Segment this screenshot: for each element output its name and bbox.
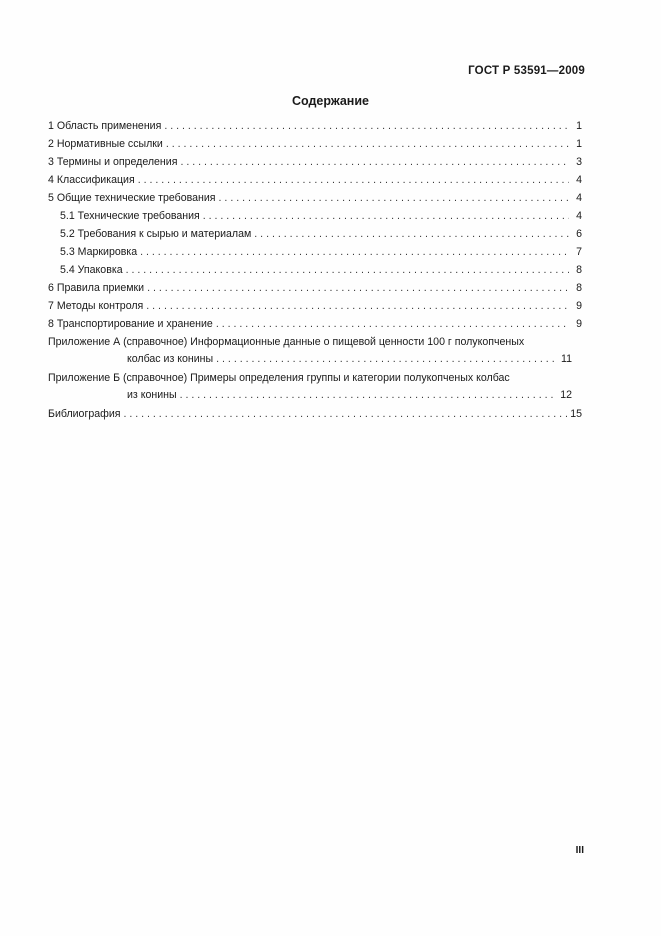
toc-entry-label: 5.1 Технические требования <box>60 210 200 222</box>
dot-leader <box>166 138 569 150</box>
toc-entry-label: 5.4 Упаковка <box>60 264 123 276</box>
toc-appendix-title-cont: колбас из конины <box>127 353 214 365</box>
toc-entry-7[interactable] <box>48 300 582 318</box>
toc-title: Содержание <box>291 94 369 108</box>
toc-entry-page: 9 <box>576 300 582 312</box>
toc-entry-bibliography[interactable] <box>48 408 582 426</box>
toc-entry-label: 7 Методы контроля <box>48 300 144 312</box>
dot-leader <box>123 408 567 420</box>
toc-entry-5-4[interactable] <box>48 264 582 282</box>
toc-entry-5[interactable] <box>48 192 582 210</box>
dot-leader <box>216 318 569 330</box>
dot-leader <box>180 389 558 401</box>
toc-entry-page: 11 <box>561 353 572 365</box>
toc-entry-5-3[interactable] <box>48 246 582 264</box>
page-number: III <box>575 845 584 856</box>
toc-appendix-title-cont: из конины <box>127 389 177 401</box>
toc-entry-label: Библиография <box>48 408 121 420</box>
toc-entry-3[interactable] <box>48 156 582 174</box>
toc-entry-page: 1 <box>576 138 582 150</box>
toc-appendix-title: Приложение Б (справочное) Примеры определения группы и категории полукопченых колбас <box>48 372 510 384</box>
toc-appendix-a[interactable] <box>48 336 582 372</box>
toc-entry-label: 2 Нормативные ссылки <box>48 138 163 150</box>
toc-entry-label: 3 Термины и определения <box>48 156 178 168</box>
toc-entry-label: 6 Правила приемки <box>48 282 145 294</box>
toc-entry-2[interactable] <box>48 138 582 156</box>
dot-leader <box>219 192 569 204</box>
document-code: ГОСТ Р 53591—2009 <box>468 65 585 77</box>
table-of-contents <box>48 120 582 426</box>
dot-leader <box>140 246 569 258</box>
dot-leader <box>164 120 569 132</box>
dot-leader <box>138 174 569 186</box>
toc-entry-label: 4 Классификация <box>48 174 135 186</box>
toc-entry-page: 3 <box>576 156 582 168</box>
toc-entry-label: 8 Транспортирование и хранение <box>48 318 213 330</box>
toc-entry-page: 8 <box>576 264 582 276</box>
toc-entry-label: 1 Область применения <box>48 120 162 132</box>
toc-entry-page: 12 <box>560 389 572 401</box>
dot-leader <box>146 300 569 312</box>
toc-entry-page: 1 <box>576 120 582 132</box>
toc-entry-page: 8 <box>576 282 582 294</box>
toc-entry-4[interactable] <box>48 174 582 192</box>
dot-leader <box>203 210 569 222</box>
toc-appendix-b[interactable] <box>48 372 582 408</box>
toc-entry-page: 4 <box>576 174 582 186</box>
toc-entry-page: 6 <box>576 228 582 240</box>
toc-entry-1[interactable] <box>48 120 582 138</box>
toc-entry-label: 5.3 Маркировка <box>60 246 138 258</box>
toc-entry-page: 15 <box>570 408 582 420</box>
toc-entry-page: 7 <box>576 246 582 258</box>
toc-entry-label: 5.2 Требования к сырью и материалам <box>60 228 252 240</box>
toc-appendix-title: Приложение А (справочное) Информационные данные о пищевой ценности 100 г полукопченых <box>48 336 525 348</box>
dot-leader <box>126 264 569 276</box>
toc-entry-5-1[interactable] <box>48 210 582 228</box>
dot-leader <box>147 282 569 294</box>
toc-entry-page: 4 <box>576 192 582 204</box>
toc-entry-6[interactable] <box>48 282 582 300</box>
toc-entry-8[interactable] <box>48 318 582 336</box>
dot-leader <box>254 228 569 240</box>
toc-entry-label: 5 Общие технические требования <box>48 192 216 204</box>
toc-entry-page: 4 <box>576 210 582 222</box>
toc-entry-page: 9 <box>576 318 582 330</box>
dot-leader <box>180 156 569 168</box>
dot-leader <box>216 353 558 365</box>
toc-entry-5-2[interactable] <box>48 228 582 246</box>
